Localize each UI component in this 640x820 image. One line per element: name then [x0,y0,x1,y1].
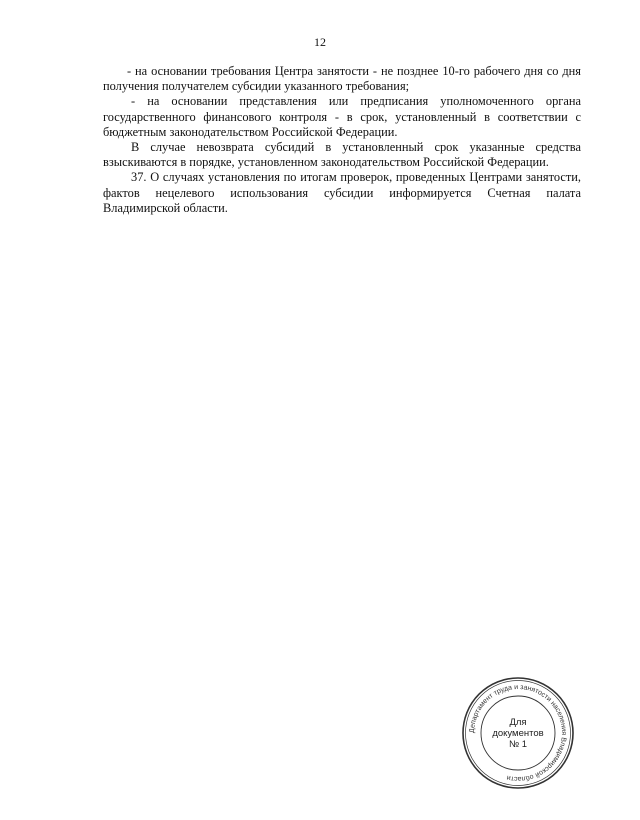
stamp-ring-text: Департамент труда и занятости населения Владимирской области [468,683,568,783]
stamp-line-1: Для [509,716,527,728]
paragraph-2: - на основании представления или предписания уполномоченного органа государственного финансового контроля - в срок, установленный в соответствии с бюджетным законодательством Российской Федерации. [103,94,581,139]
stamp-center-text [461,676,575,790]
paragraph-3: В случае невозврата субсидий в установленный срок указанные средства взыскиваются в порядке, установленном законодательством Российской Федерации. [103,140,581,170]
paragraph-1: - на основании требования Центра занятости - не позднее 10-го рабочего дня со дня получения получателем субсидии указанного требования; [103,64,581,94]
page-number: 12 [314,35,326,49]
official-stamp [461,676,575,790]
stamp-line-2: документов [492,727,544,739]
paragraph-4: 37. О случаях установления по итогам проверок, проведенных Центрами занятости, фактов нецелевого использования субсидии информируется Счетная палата Владимирской области. [103,170,581,215]
stamp-line-3: № 1 [508,738,528,750]
body-text [103,64,581,216]
